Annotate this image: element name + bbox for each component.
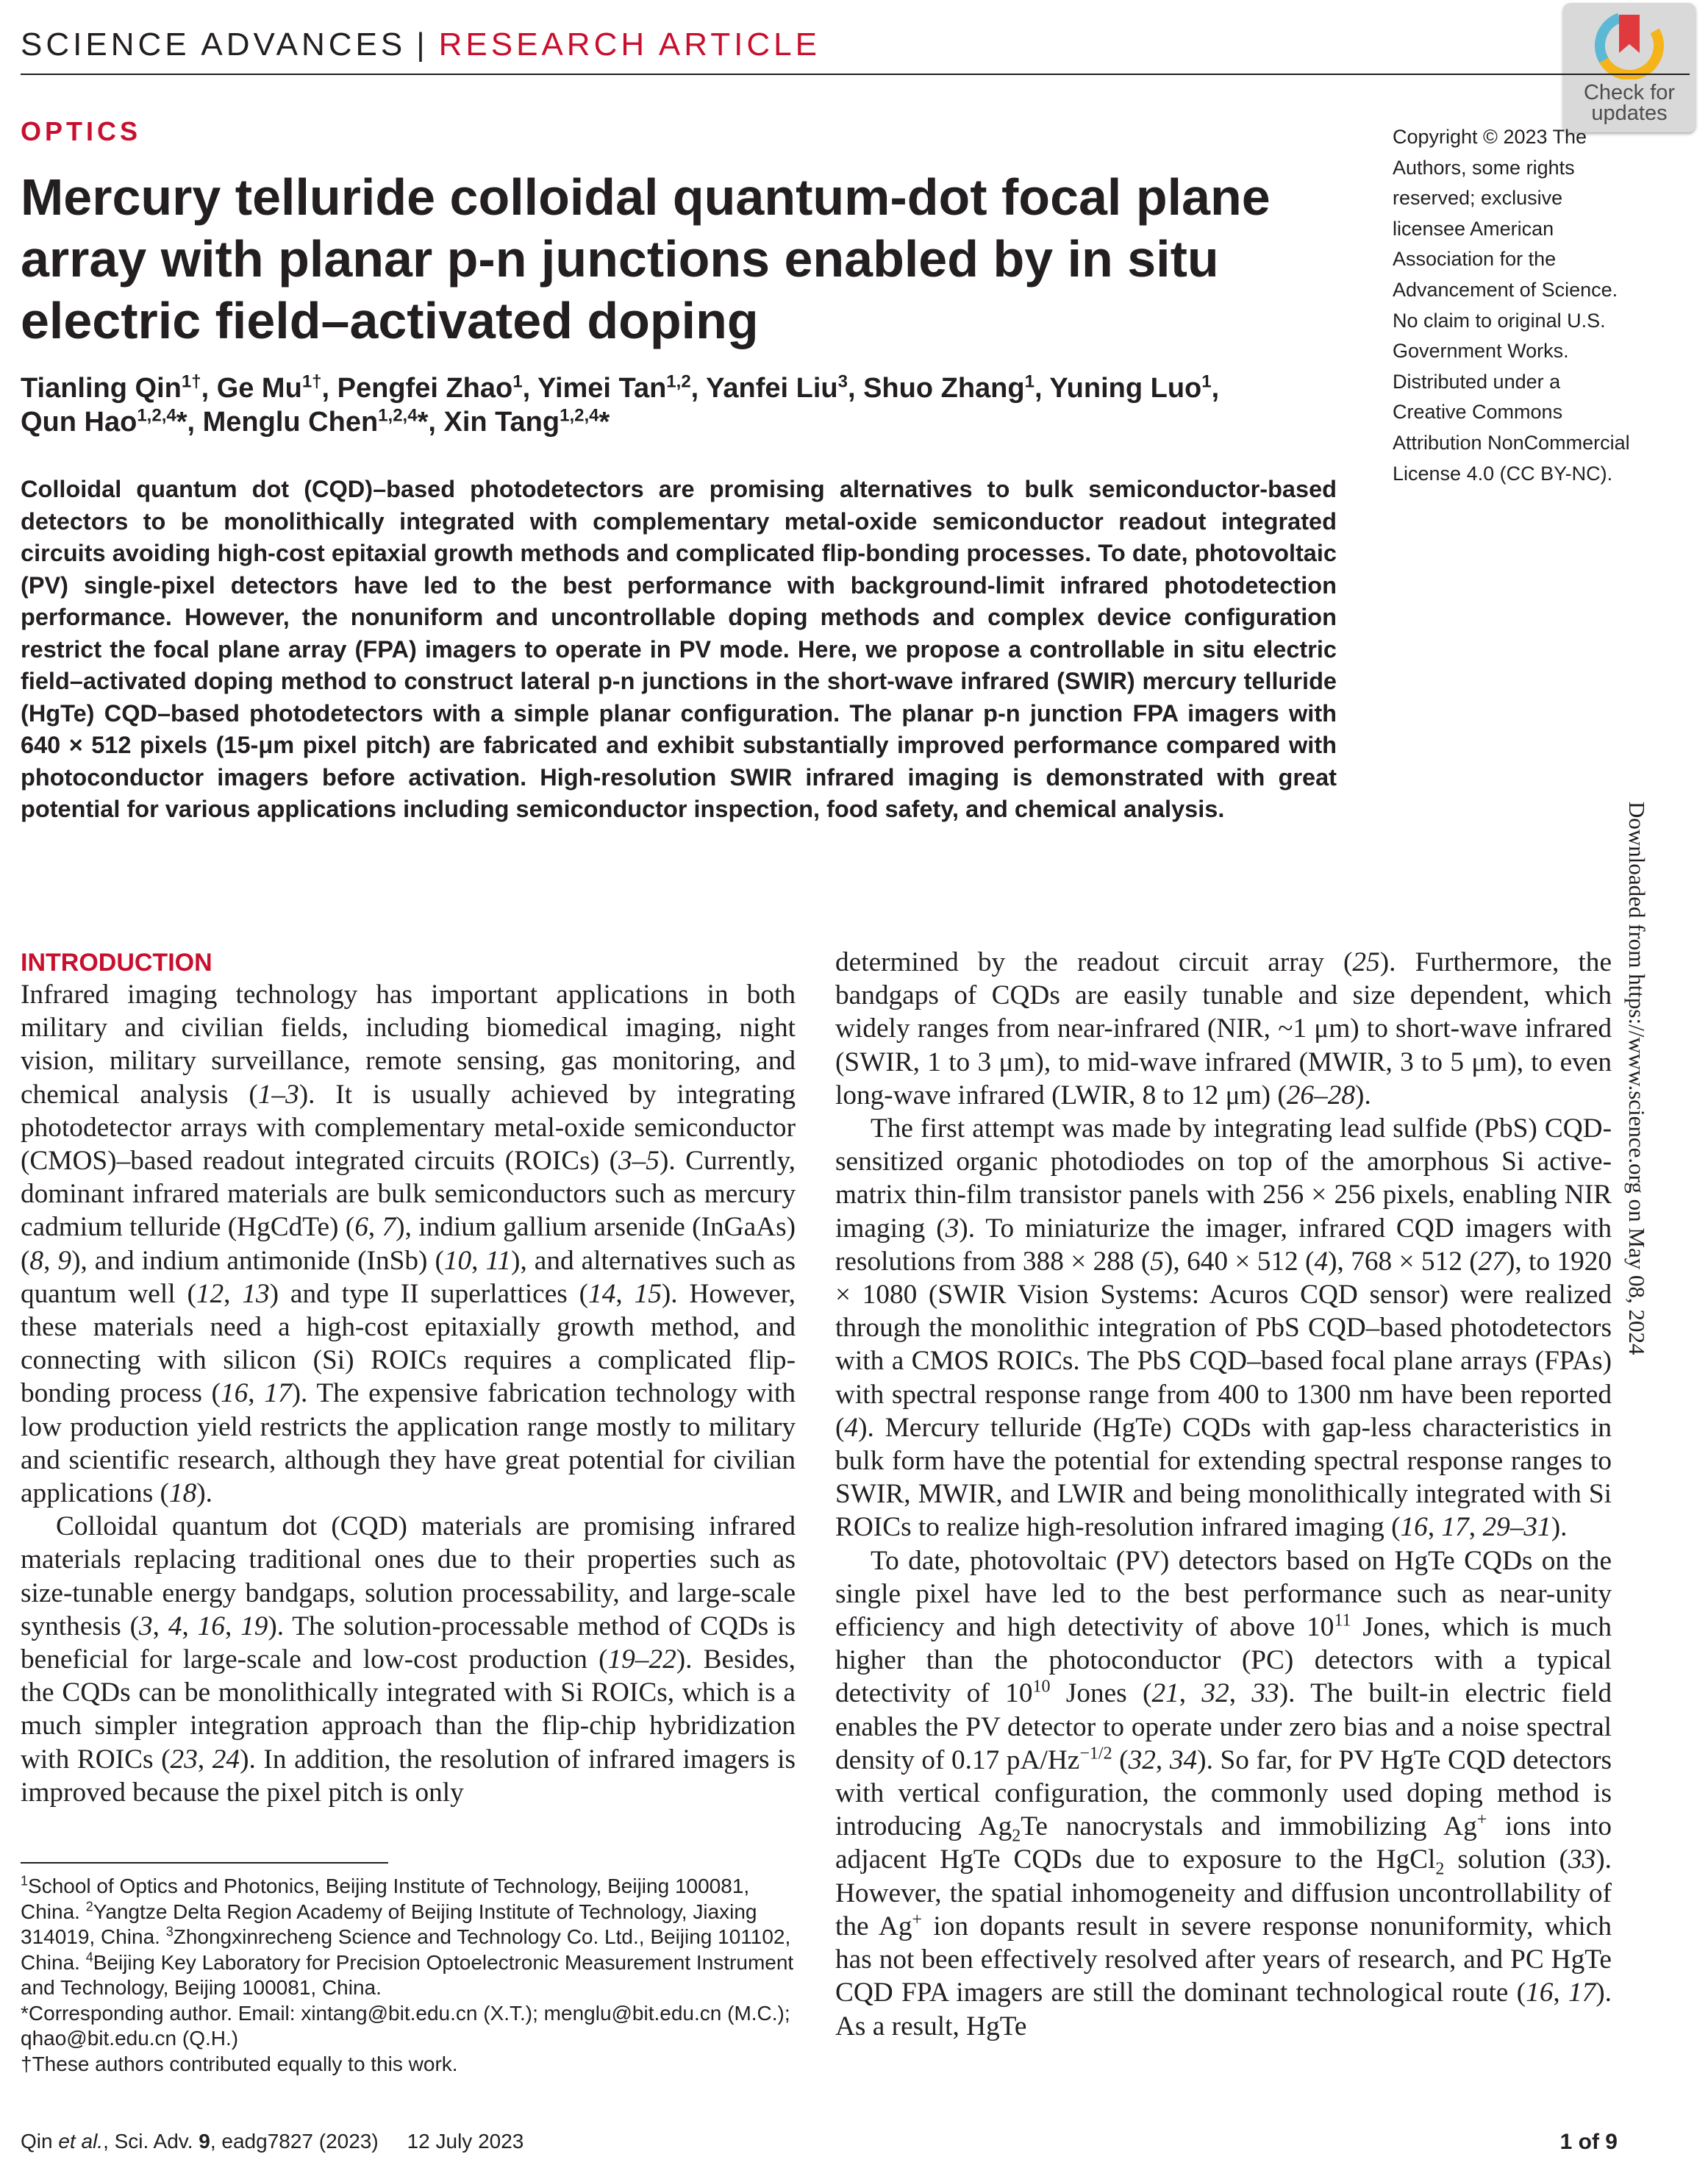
citation-footer: Qin et al., Sci. Adv. 9, eadg7827 (2023) 12 July 2023 <box>21 2130 524 2153</box>
badge-line-1: Check for <box>1583 81 1676 104</box>
page-number: 1 of 9 <box>1559 2130 1618 2154</box>
citation-link[interactable]: 27 <box>1478 1246 1506 1277</box>
citation-link[interactable]: 25 <box>1352 947 1380 977</box>
author-affiliation: 1 <box>512 371 523 392</box>
citation-link[interactable]: 14 <box>588 1278 616 1309</box>
author-affiliation: 1,2,4 <box>137 405 176 426</box>
author-affiliation: 1,2,4 <box>378 405 418 426</box>
author-list-line-1: Tianling Qin$^{1\dagger}$, Ge $Mu^{1\dagger}$, Pengfei Zhao$^1$, Yimei Tan$^{1,2}$, Yanfei Liu$^3$, Shuo Zhang$^1$, Yuning Luo$^1$, <box>21 371 1220 404</box>
corresponding-author: *Corresponding author. Email: xintang@bit.edu.cn (X.T.); menglu@bit.edu.cn (M.C.); qhao@bit.edu.cn (Q.H.) <box>21 2001 790 2050</box>
paragraph: Infrared imaging technology has important applications in both military and civilian fields, including biomedical imaging, night vision, military surveillance, remote sensing, gas monitoring, and chemical analysis (1–3). It is usually achieved by integrating photodetector arrays with complementary metal-oxide semiconductor (CMOS)–based readout integrated circuits (ROICs) (3–5). Currently, dominant infrared materials are bulk semiconductors such as mercury cadmium telluride (HgCdTe) (6, 7), indium gallium arsenide (InGaAs) (8, 9), and indium antimonide (InSb) (10, 11), and alternatives such as quantum well (12, 13) and type II superlattices (14, 15). However, these materials need a high-cost epitaxially growth method, and connecting with silicon (Si) ROICs requires a complicated flip-bonding process (16, 17). The expensive fabrication technology with low production yield restricts the application range mostly to military and scientific research, although they have great potential for civilian applications (18). <box>21 980 796 1509</box>
abstract: Colloidal quantum dot (CQD)–based photodetectors are promising alternatives to bulk semiconductor-based detectors to be monolithically integrated with complementary metal-oxide semiconductor readout integrated circuits avoiding high-cost epitaxial growth methods and complicated flip-bonding processes. To date, photovoltaic (PV) single-pixel detectors have led to the best performance with background-limit infrared photodetection performance. However, the nonuniform and uncontrollable doping methods and complex device configuration restrict the focal plane array (FPA) imagers to operate in PV mode. Here, we propose a controllable in situ electric field–activated doping method to construct lateral p-n junctions in the short-wave infrared (SWIR) mercury telluride (HgTe) CQD–based photodetectors with a simple planar configuration. The planar p-n junction FPA imagers with 640 × 512 pixels (15-μm pixel pitch) are fabricated and exhibit substantially improved performance compared with photoconductor imagers before activation. High-resolution SWIR infrared imaging is demonstrated with great potential for various applications including semiconductor inspection, food safety, and chemical analysis. <box>21 476 1337 822</box>
citation-link[interactable]: 4 <box>168 1611 182 1641</box>
citation-link[interactable]: 3 <box>285 1079 299 1110</box>
citation-link[interactable]: 22 <box>648 1644 676 1675</box>
author-name[interactable]: Yanfei Liu <box>706 373 838 404</box>
author-name[interactable]: Shuo Zhang <box>863 373 1025 404</box>
badge-line-2: updates <box>1591 101 1668 125</box>
citation-link[interactable]: 17 <box>264 1378 292 1409</box>
author-name[interactable]: Xin Tang <box>443 407 560 438</box>
citation-link[interactable]: 17 <box>1568 1978 1596 2008</box>
author-affiliation: 1,2 <box>666 371 691 392</box>
citation-link[interactable]: 3 <box>139 1611 153 1641</box>
paragraph: To date, photovoltaic (PV) detectors based on HgTe CQDs on the single pixel have led to the best performance such as near-unity efficiency and high detectivity of above $10^{11}$ Jones, which is much higher than the photoconductor (PC) detectors with a typical detectivity of $10^{10}$ Jones (21, 32, 33). The built-in electric field enables the PV detector to operate under zero bias and a noise spectral density of 0.17 $pA/Hz^{-1/2}$ (32, 34). So far, for PV HgTe CQD detectors with vertical configuration, the commonly used doping method is introducing $Ag_2Te$ nanocrystals and immobilizing Ag+ ions into adjacent HgTe CQDs due to exposure to the HgCl$_2$ solution (33). However, the spatial inhomogeneity and diffusion uncontrollability of the Ag+ ion dopants result in severe response nonuniformity, which has not been effectively resolved after years of research, and PC HgTe CQD FPA imagers are still the dominant technological route (16, 17). As a result, HgTe <box>835 1545 1612 2042</box>
citation-link[interactable]: 34 <box>1169 1744 1198 1775</box>
download-note: Downloaded from https://www.science.org on May 08, 2024 <box>1624 802 1650 1355</box>
citation-link[interactable]: 12 <box>196 1278 224 1309</box>
journal-name: SCIENCE ADVANCES <box>21 26 407 63</box>
citation-link[interactable]: 19 <box>607 1644 635 1675</box>
citation-link[interactable]: 19 <box>240 1611 268 1641</box>
citation-link[interactable]: 10 <box>443 1245 472 1276</box>
author-list-line-2: Qun Hao$^{1,2,4}$*, Menglu Chen$^{1,2,4}$*, Xin Tang$^{1,2,4}$* <box>21 405 610 438</box>
citation-link[interactable]: 29 <box>1482 1512 1510 1543</box>
citation-link[interactable]: 11 <box>485 1245 512 1276</box>
citation-link[interactable]: 6 <box>354 1212 368 1243</box>
author-affiliation: 1† <box>181 371 201 392</box>
citation-link[interactable]: 32 <box>1201 1678 1229 1709</box>
citation-link[interactable]: 9 <box>57 1245 72 1276</box>
section-heading-introduction: INTRODUCTION <box>21 949 212 977</box>
author-name[interactable]: Qun Hao <box>21 407 137 438</box>
author-affiliation: 1 <box>1024 371 1035 392</box>
author-name[interactable]: Tianling Qin <box>21 373 182 404</box>
body-column-right <box>835 946 1612 2043</box>
download-watermark <box>1624 802 1659 1434</box>
author-affiliation: 1,2,4 <box>560 405 599 426</box>
citation-link[interactable]: 3 <box>945 1213 960 1244</box>
author-affiliation: 1† <box>301 371 322 392</box>
citation-link[interactable]: 16 <box>220 1378 249 1409</box>
citation-link[interactable]: 16 <box>1400 1512 1428 1543</box>
citation-link[interactable]: 21 <box>1151 1678 1179 1709</box>
citation-link[interactable]: 24 <box>212 1744 240 1775</box>
author-name[interactable]: Yimei Tan <box>537 373 667 404</box>
journal-header <box>21 26 821 63</box>
citation-link[interactable]: 23 <box>170 1744 198 1775</box>
author-name[interactable]: Ge Mu <box>216 373 302 404</box>
affiliations: $^1$School of Optics and Photonics, Beijing Institute of Technology, Beijing 100081, China. $^2$Yangtze Delta Region Academy of Beijing Institute of Technology, Jiaxing 314019, China. $^3$Zhongxinrecheng Science and Technology Co. Ltd., Beijing 101102, China. $^4$Beijing Key Laboratory for Precision Optoelectronic Measurement Instrument and Technology, Beijing 100081, China. <box>21 1873 794 1999</box>
citation-link[interactable]: 33 <box>1568 1844 1596 1875</box>
citation-link[interactable]: 28 <box>1327 1080 1356 1110</box>
affiliations-footnotes <box>21 1874 800 2077</box>
author-name[interactable]: Pengfei Zhao <box>337 373 513 404</box>
article-title: Mercury telluride colloidal quantum-dot focal plane array with planar p-n junctions enabled by in situ electric field–activated doping <box>21 168 1271 349</box>
citation-link[interactable]: 7 <box>382 1212 396 1243</box>
citation-link[interactable]: 31 <box>1523 1512 1551 1543</box>
citation-link[interactable]: 3 <box>618 1146 632 1177</box>
equal-contribution-note: †These authors contributed equally to this work. <box>21 2052 458 2075</box>
check-for-updates-badge[interactable] <box>1563 3 1696 132</box>
check-for-updates-icon <box>1590 9 1669 79</box>
citation-link[interactable]: 1 <box>257 1079 272 1110</box>
author-name[interactable]: Yuning Luo <box>1049 373 1202 404</box>
citation-link[interactable]: 26 <box>1286 1080 1315 1110</box>
citation-link[interactable]: 16 <box>1526 1978 1554 2008</box>
author-name[interactable]: Menglu Chen <box>202 407 379 438</box>
copyright-notice: Copyright © 2023 The Authors, some rights reserved; exclusive licensee American Association for the Advancement of Science. No claim to original U.S. Government Works. Distributed under a Creative Commons Attribution NonCommercial License 4.0 (CC BY-NC). <box>1393 126 1630 485</box>
article-type: RESEARCH ARTICLE <box>438 26 821 63</box>
citation-link[interactable]: 15 <box>634 1278 662 1309</box>
citation-link[interactable]: 8 <box>29 1245 44 1276</box>
citation-link[interactable]: 16 <box>197 1611 225 1641</box>
citation-link[interactable]: 33 <box>1251 1678 1279 1709</box>
citation-link[interactable]: 32 <box>1128 1744 1156 1775</box>
paragraph: The first attempt was made by integrating lead sulfide (PbS) CQD-sensitized organic photodiodes on top of the amorphous Si active-matrix thin-film transistor panels with 256 × 256 pixels, enabling NIR imaging (3). To miniaturize the imager, infrared CQD imagers with resolutions from 388 × 288 (5), 640 × 512 (4), 768 × 512 (27), to 1920 × 1080 (SWIR Vision Systems: Acuros CQD sensor) were realized through the monolithic integration of PbS CQD–based photodetectors with a CMOS ROICs. The PbS CQD–based focal plane arrays (FPAs) with spectral response range from 400 to 1300 nm have been reported (4). Mercury telluride (HgTe) CQDs with gap-less characteristics in bulk form have the potential for extending spectral response ranges to SWIR, MWIR, and LWIR and being monolithically integrated with Si ROICs to realize high-resolution infrared imaging (16, 17, 29–31). <box>835 1113 1612 1543</box>
footnote-rule <box>21 1862 388 1864</box>
header-separator: | <box>416 26 429 63</box>
paragraph: Colloidal quantum dot (CQD) materials are promising infrared materials replacing traditional ones due to their properties such as size-tunable energy bandgaps, solution processability, and large-scale synthesis (3, 4, 16, 19). The solution-processable method of CQDs is beneficial for large-scale and low-cost production (19–22). Besides, the CQDs can be monolithically integrated with Si ROICs, which is a much simpler integration approach than the flip-chip hybridization with ROICs (23, 24). In addition, the resolution of infrared imagers is improved because the pixel pitch is only <box>21 1511 796 1808</box>
author-affiliation: 3 <box>837 371 848 392</box>
body-column-left <box>21 978 796 1809</box>
author-affiliation: 1 <box>1201 371 1212 392</box>
section-label: OPTICS <box>21 116 142 146</box>
header-rule <box>21 74 1690 75</box>
citation-link[interactable]: 5 <box>1150 1246 1164 1277</box>
citation-link[interactable]: 13 <box>242 1278 270 1309</box>
citation-link[interactable]: 4 <box>1314 1246 1329 1277</box>
citation-link[interactable]: 4 <box>844 1412 859 1443</box>
citation-link[interactable]: 5 <box>646 1146 660 1177</box>
paragraph: determined by the readout circuit array (25). Furthermore, the bandgaps of CQDs are easily tunable and size dependent, which widely ranges from near-infrared (NIR, ~1 μm) to short-wave infrared (SWIR, 1 to 3 μm), to mid-wave infrared (MWIR, 3 to 5 μm), to even long-wave infrared (LWIR, 8 to 12 μm) (26–28). <box>835 947 1612 1110</box>
citation-link[interactable]: 17 <box>1441 1512 1469 1543</box>
citation-link[interactable]: 18 <box>168 1478 197 1509</box>
